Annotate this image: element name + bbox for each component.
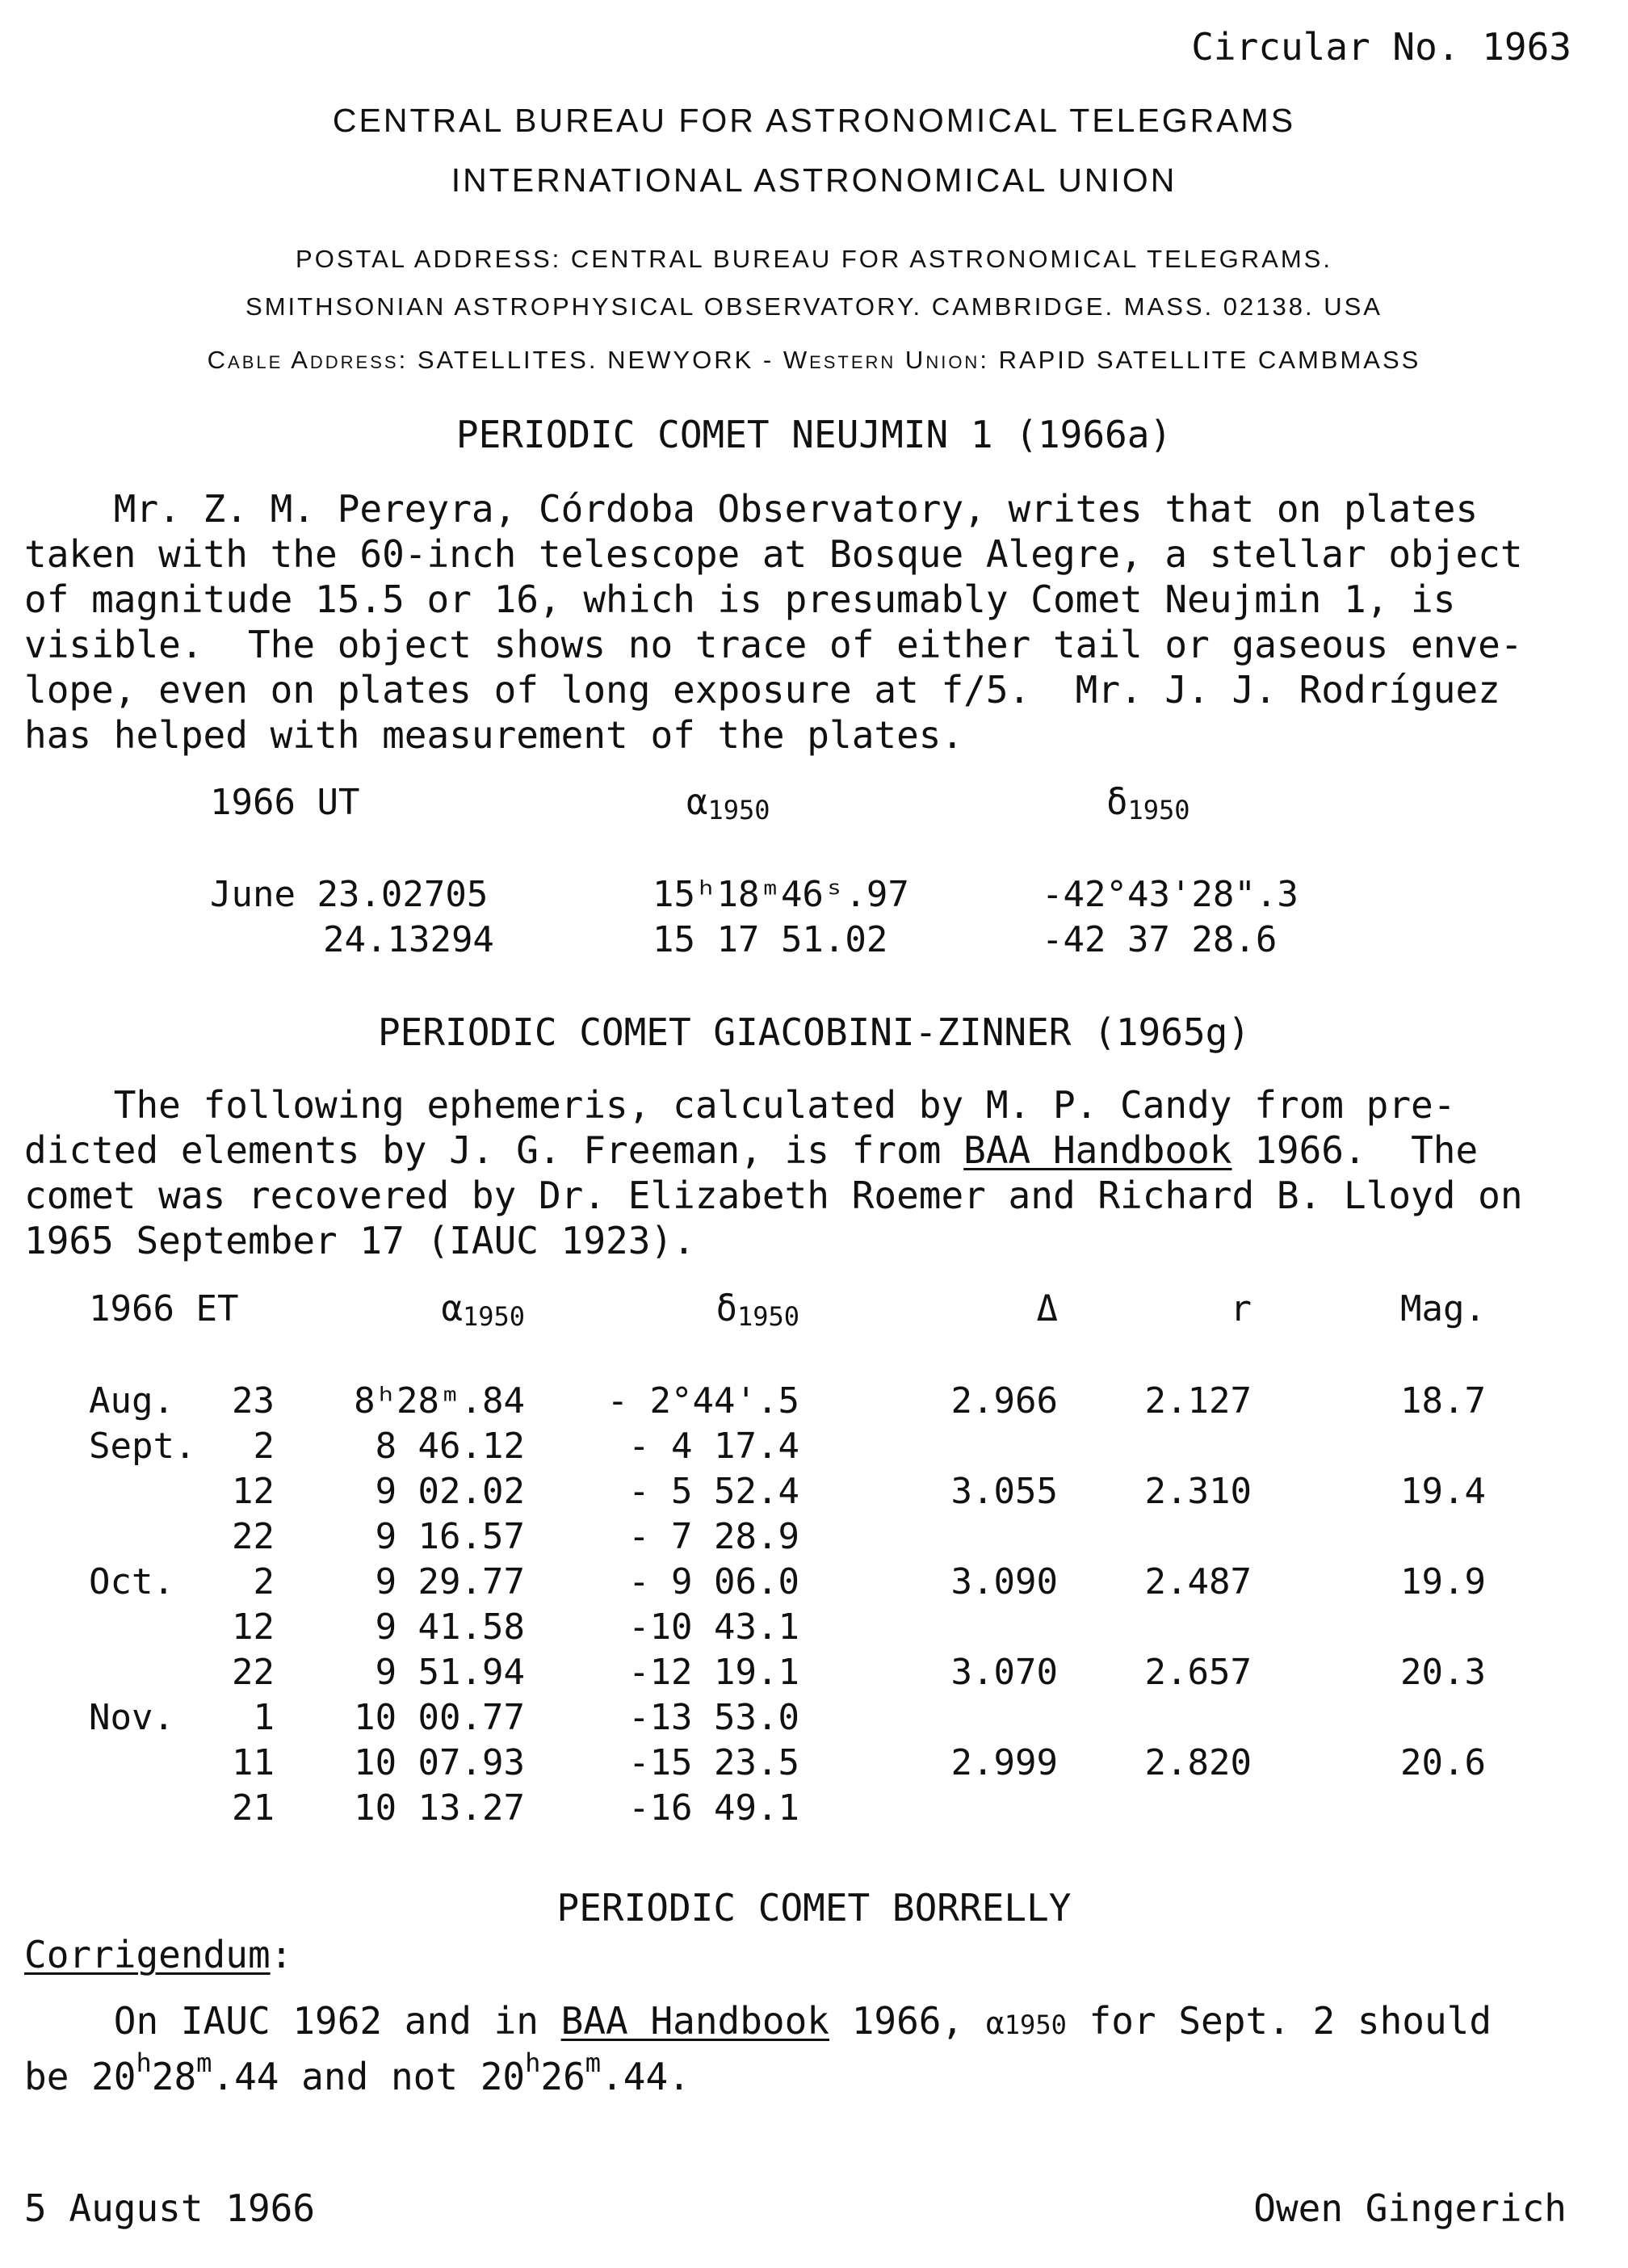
corrigendum-text: 1966, — [829, 1999, 986, 2043]
ephemeris-dec: -12 19.1 — [628, 1651, 799, 1693]
ephemeris-col-r: r — [1230, 1287, 1252, 1329]
ephemeris-day: 12 — [232, 1606, 275, 1648]
ephemeris-day: 22 — [232, 1515, 275, 1557]
ephemeris-month — [89, 1514, 210, 1559]
dec-epoch: 1950 — [1127, 795, 1190, 825]
ephemeris-mag — [1284, 1604, 1518, 1649]
ephemeris-day: 21 — [232, 1787, 275, 1829]
ephemeris-mag: 20.3 — [1400, 1651, 1486, 1693]
letterhead-bureau: CENTRAL BUREAU FOR ASTRONOMICAL TELEGRAMS — [332, 102, 1296, 139]
ephemeris-delta: 3.070 — [950, 1651, 1058, 1693]
western-union-text: RAPID SATELLITE CAMBMASS — [998, 346, 1421, 374]
ephemeris-dec: -16 49.1 — [628, 1787, 799, 1829]
ra-epoch: 1950 — [462, 1300, 525, 1332]
ephemeris-delta — [799, 1514, 1082, 1559]
letterhead-union: INTERNATIONAL ASTRONOMICAL UNION — [451, 162, 1177, 199]
section1-line: of magnitude 15.5 or 16, which is presumably Comet Neujmin 1, is — [24, 578, 1456, 621]
ra-epoch: 1950 — [1004, 2010, 1067, 2040]
ephemeris-month: Oct. — [89, 1560, 174, 1602]
minutes-mark: m — [196, 2048, 212, 2078]
ephemeris-day: 2 — [253, 1560, 275, 1602]
ephemeris-r: 2.820 — [1144, 1741, 1252, 1783]
alpha-symbol: α — [686, 782, 708, 823]
neujmin-col-ra — [686, 782, 770, 823]
ephemeris-mag — [1284, 1695, 1518, 1740]
ephemeris-col-delta: Δ — [1036, 1287, 1058, 1329]
neujmin-row-dec: -42°43'28".3 — [1042, 874, 1299, 915]
ephemeris-table — [89, 1286, 1518, 1830]
section1-line: visible. The object shows no trace of either tail or gaseous enve- — [24, 623, 1523, 666]
ephemeris-mag: 20.6 — [1400, 1741, 1486, 1783]
hours-mark: h — [136, 2048, 152, 2078]
ephemeris-row — [89, 1785, 1518, 1830]
neujmin-col-time: 1966 UT — [210, 782, 360, 823]
ephemeris-r — [1082, 1785, 1284, 1830]
ephemeris-delta — [799, 1695, 1082, 1740]
ephemeris-month — [89, 1785, 210, 1830]
alpha-symbol: α — [441, 1287, 463, 1329]
ephemeris-dec: - 2°44'.5 — [606, 1380, 799, 1422]
ephemeris-col-time: 1966 ET — [89, 1287, 239, 1329]
neujmin-row-date: June 23.02705 — [210, 874, 489, 915]
ephemeris-ra: 9 41.58 — [375, 1606, 525, 1648]
ephemeris-mag: 19.9 — [1400, 1560, 1486, 1602]
section2-line: The following ephemeris, calculated by M. P. Candy from pre- — [24, 1083, 1456, 1127]
ephemeris-mag: 18.7 — [1400, 1380, 1486, 1422]
neujmin-row-ra: 15 17 51.02 — [652, 919, 888, 960]
neujmin-row-ra: 15ʰ18ᵐ46ˢ.97 — [652, 874, 909, 915]
ephemeris-dec: - 9 06.0 — [628, 1560, 799, 1602]
ephemeris-row — [89, 1423, 1518, 1468]
ephemeris-month — [89, 1468, 210, 1514]
ephemeris-row — [89, 1649, 1518, 1695]
ephemeris-delta — [799, 1785, 1082, 1830]
cable-address-text: SATELLITES. NEWYORK - — [417, 346, 783, 374]
ephemeris-r — [1082, 1423, 1284, 1468]
corrigendum-text: 26 — [540, 2055, 585, 2098]
ephemeris-delta — [799, 1604, 1082, 1649]
ephemeris-r: 2.310 — [1144, 1470, 1252, 1512]
circular-date: 5 August 1966 — [24, 2186, 316, 2230]
baa-handbook-title: BAA Handbook — [560, 1999, 830, 2043]
delta-symbol: δ — [1106, 782, 1128, 823]
ephemeris-month — [89, 1740, 210, 1785]
delta-symbol: δ — [715, 1287, 737, 1329]
ephemeris-row — [89, 1378, 1518, 1423]
ephemeris-ra: 10 07.93 — [354, 1741, 525, 1783]
ephemeris-dec: - 4 17.4 — [628, 1425, 799, 1467]
ephemeris-delta: 3.090 — [950, 1560, 1058, 1602]
alpha-symbol: α — [985, 2006, 1005, 2041]
ephemeris-dec: -13 53.0 — [628, 1696, 799, 1738]
section2-line-part: dicted elements by J. G. Freeman, is from — [24, 1128, 964, 1172]
ephemeris-month — [89, 1649, 210, 1695]
dec-epoch: 1950 — [736, 1300, 799, 1332]
section2-line: comet was recovered by Dr. Elizabeth Roemer and Richard B. Lloyd on — [24, 1174, 1523, 1217]
ephemeris-row — [89, 1740, 1518, 1785]
section3-title: PERIODIC COMET BORRELLY — [556, 1886, 1072, 1930]
ephemeris-r: 2.487 — [1144, 1560, 1252, 1602]
ephemeris-row — [89, 1604, 1518, 1649]
ephemeris-dec: -15 23.5 — [628, 1741, 799, 1783]
ephemeris-day: 23 — [232, 1380, 275, 1422]
ephemeris-delta: 3.055 — [950, 1470, 1058, 1512]
ephemeris-ra: 10 13.27 — [354, 1787, 525, 1829]
ephemeris-rows — [89, 1378, 1518, 1830]
neujmin-row-date: 24.13294 — [323, 919, 494, 960]
ephemeris-month — [89, 1604, 210, 1649]
letterhead-postal-line1: POSTAL ADDRESS: CENTRAL BUREAU FOR ASTRONOMICAL TELEGRAMS. — [296, 245, 1332, 273]
section2-paragraph — [24, 1082, 1591, 1263]
letterhead-cable-line — [0, 346, 1628, 375]
corrigendum-text: On IAUC 1962 and in — [24, 1999, 561, 2043]
ephemeris-row — [89, 1695, 1518, 1740]
hours-mark: h — [525, 2048, 541, 2078]
corrigendum-heading — [24, 1932, 292, 1977]
ephemeris-col-mag: Mag. — [1400, 1287, 1486, 1329]
corrigendum-text: for Sept. 2 should — [1066, 1999, 1492, 2043]
corrigendum-text: .44. — [601, 2055, 690, 2098]
ephemeris-ra: 9 29.77 — [375, 1560, 525, 1602]
ephemeris-ra: 8ʰ28ᵐ.84 — [354, 1380, 525, 1422]
ephemeris-ra: 9 16.57 — [375, 1515, 525, 1557]
letterhead-postal-line2: SMITHSONIAN ASTROPHYSICAL OBSERVATORY. CAMBRIDGE. MASS. 02138. USA — [245, 292, 1383, 321]
ephemeris-r: 2.127 — [1144, 1380, 1252, 1422]
ephemeris-mag — [1284, 1785, 1518, 1830]
ra-epoch: 1950 — [707, 795, 770, 825]
section1-line: lope, even on plates of long exposure at f/5. Mr. J. J. Rodríguez — [24, 668, 1500, 712]
minutes-mark: m — [585, 2048, 602, 2078]
section2-line-part: 1966. The — [1231, 1128, 1479, 1172]
ephemeris-delta: 2.966 — [950, 1380, 1058, 1422]
section1-title: PERIODIC COMET NEUJMIN 1 (1966a) — [455, 413, 1173, 456]
ephemeris-row — [89, 1468, 1518, 1514]
section2-line: 1965 September 17 (IAUC 1923). — [24, 1219, 695, 1262]
section1-line: taken with the 60-inch telescope at Bosque Alegre, a stellar object — [24, 532, 1523, 576]
ephemeris-day: 12 — [232, 1470, 275, 1512]
corrigendum-line — [24, 1998, 1591, 2048]
ephemeris-row — [89, 1559, 1518, 1604]
section1-line: Mr. Z. M. Pereyra, Córdoba Observatory, writes that on plates — [24, 487, 1479, 531]
ephemeris-ra: 8 46.12 — [375, 1425, 525, 1467]
ephemeris-r — [1082, 1604, 1284, 1649]
corrigendum-text: .44 and not 20 — [212, 2055, 526, 2098]
section2-line — [24, 1128, 1591, 1173]
ephemeris-mag — [1284, 1514, 1518, 1559]
ephemeris-dec: - 5 52.4 — [628, 1470, 799, 1512]
corrigendum-label: Corrigendum — [24, 1933, 271, 1976]
ephemeris-delta: 2.999 — [950, 1741, 1058, 1783]
ephemeris-ra: 9 02.02 — [375, 1470, 525, 1512]
corrigendum-paragraph — [24, 1998, 1591, 2103]
ephemeris-r — [1082, 1695, 1284, 1740]
neujmin-col-dec — [1106, 782, 1190, 823]
neujmin-row-dec: -42 37 28.6 — [1042, 919, 1278, 960]
ephemeris-month: Nov. — [89, 1696, 174, 1738]
ephemeris-mag: 19.4 — [1400, 1470, 1486, 1512]
corrigendum-colon: : — [270, 1933, 293, 1976]
ephemeris-month: Sept. — [89, 1425, 196, 1467]
ephemeris-day: 2 — [253, 1425, 275, 1467]
ephemeris-day: 11 — [232, 1741, 275, 1783]
ephemeris-ra: 10 00.77 — [354, 1696, 525, 1738]
ephemeris-day: 1 — [253, 1696, 275, 1738]
signature: Owen Gingerich — [1253, 2186, 1567, 2230]
ephemeris-r — [1082, 1514, 1284, 1559]
western-union-label: Western Union: — [783, 346, 989, 374]
corrigendum-text: 28 — [151, 2055, 197, 2098]
ephemeris-col-ra — [275, 1286, 525, 1331]
baa-handbook-title: BAA Handbook — [963, 1128, 1232, 1172]
ephemeris-day: 22 — [232, 1651, 275, 1693]
ephemeris-month: Aug. — [89, 1380, 174, 1422]
ephemeris-r: 2.657 — [1144, 1651, 1252, 1693]
ephemeris-mag — [1284, 1423, 1518, 1468]
ephemeris-col-dec — [525, 1286, 799, 1331]
ephemeris-dec: - 7 28.9 — [628, 1515, 799, 1557]
cable-address-label: Cable Address: — [207, 346, 409, 374]
ephemeris-ra: 9 51.94 — [375, 1651, 525, 1693]
ephemeris-dec: -10 43.1 — [628, 1606, 799, 1648]
corrigendum-text: be 20 — [24, 2055, 136, 2098]
circular-number: Circular No. 1963 — [1191, 25, 1571, 69]
ephemeris-row — [89, 1514, 1518, 1559]
section1-paragraph — [24, 486, 1591, 758]
section2-title: PERIODIC COMET GIACOBINI-ZINNER (1965g) — [377, 1010, 1251, 1054]
corrigendum-line — [24, 2048, 1591, 2103]
ephemeris-delta — [799, 1423, 1082, 1468]
section1-line: has helped with measurement of the plates. — [24, 713, 964, 757]
